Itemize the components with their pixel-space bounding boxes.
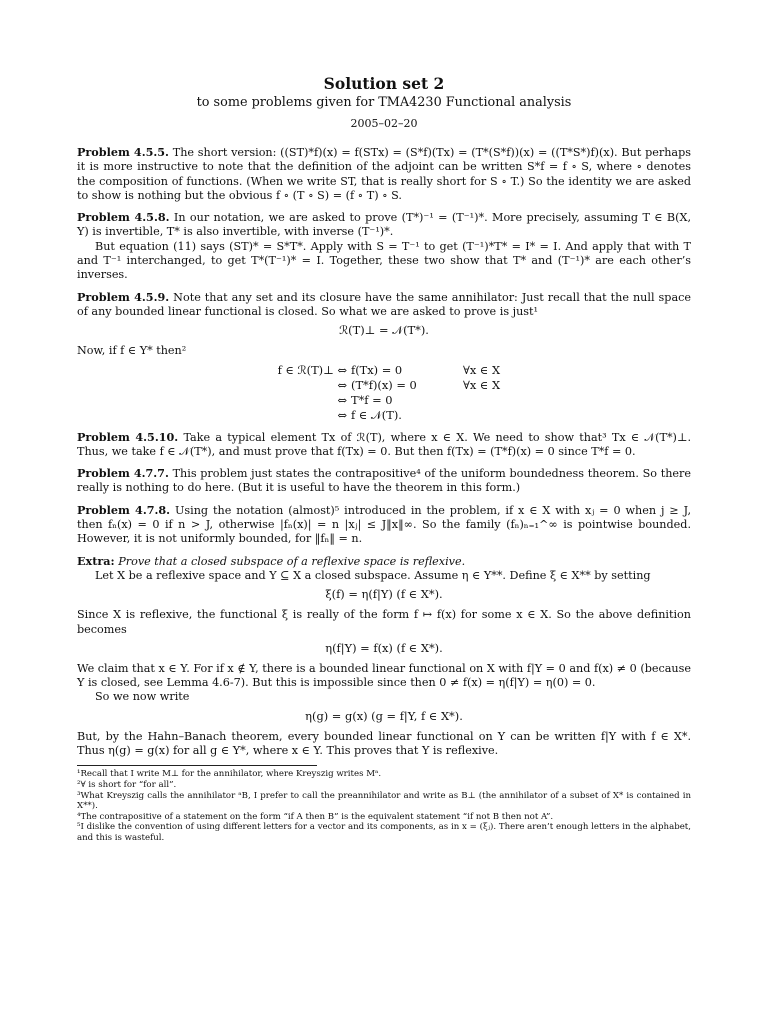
equation-line: f ∈ ℛ(T)⊥ ⇔ f(Tx) = 0 ∀x ∈ X <box>277 362 501 377</box>
extra-paragraph: So we now write <box>95 690 190 704</box>
display-equation: η(g) = g(x) (g = f|Y, f ∈ X*). <box>305 708 463 723</box>
problem-text: This problem just states the contrapositive⁴ of the uniform boundedness theorem. So there really is nothing to do here. (But it is useful to have the theorem in this form.) <box>77 467 691 495</box>
footnote: ⁴The contrapositive of a statement on the form “if A then B” is the equivalent statement “if not B then not A”. <box>77 811 554 822</box>
problem-text: In our notation, we are asked to prove (T*)⁻¹ = (T⁻¹)*. More precisely, assuming T ∈ B(X, Y) is invertible, T* is also invertible, with inverse (T⁻¹)*. <box>77 211 692 239</box>
problem-heading: Problem 4.5.5. <box>77 145 169 159</box>
problem-4-7-7 <box>77 466 691 496</box>
footnote: ³What Kreyszig calls the annihilator ᵃB, I prefer to call the preannihilator and write as B⊥ (the annihilator of a subset of X* is contained in X**). <box>77 790 691 812</box>
footnote: ⁵I dislike the convention of using different letters for a vector and its components, as in x = (ξⱼ). There aren’t enough letters in the alphabet, and this is wasteful. <box>77 822 691 843</box>
extra-paragraph: Since X is reflexive, the functional ξ is really of the form f ↦ f(x) for some x ∈ X. So the above definition becomes <box>77 608 691 636</box>
footnote: ²∀ is short for “for all”. <box>77 779 177 790</box>
footnotes <box>77 769 691 843</box>
extra-heading: Extra: <box>77 553 115 568</box>
display-equation: η(f|Y) = f(x) (f ∈ X*). <box>325 640 443 655</box>
document-subtitle: to some problems given for TMA4230 Functional analysis <box>196 95 572 110</box>
problem-text-continued: Now, if f ∈ Y* then² <box>77 344 187 358</box>
problem-text: The short version: ((ST)*f)(x) = f(STx) = (S*f)(Tx) = (T*(S*f))(x) = ((T*S*)f)(x). But perhaps it is more instructive to note that the definition of the adjoint can be written S*f = f ∘ S, where ∘ denotes the composition of functions. (When we write ST, that is really short for S ∘ T.) So the identity we are asked to show is nothing but the obvious f ∘ (T ∘ S) = (f ∘ T) ∘ S. <box>77 146 691 202</box>
problem-text: Using the notation (almost)⁵ introduced in the problem, if x ∈ X with xⱼ = 0 when j ≥ J, then fₙ(x) = 0 if n > J, otherwise |fₙ(x)| = n |xⱼ| ≤ J‖x‖∞. So the family (fₙ)ₙ₌₁^∞ is pointwise bounded. However, it is not uniformly bounded, for ‖fₙ‖ = n. <box>77 503 691 546</box>
problem-text-continued: But equation (11) says (ST)* = S*T*. Apply with S = T⁻¹ to get (T⁻¹)*T* = I* = I. And apply that with T and T⁻¹ interchanged, to get T*(T⁻¹)* = I. Together, these two show that T* and (T⁻¹)* are each other’s inverses. <box>77 239 691 282</box>
problem-text: Note that any set and its closure have the same annihilator: Just recall that the null space of any bounded linear functional is closed. So what we are asked to prove is just¹ <box>77 290 691 318</box>
equation-line: ⇔ T*f = 0 <box>337 392 393 407</box>
problem-heading: Problem 4.5.10. <box>77 429 179 444</box>
problem-heading: Problem 4.5.9. <box>77 289 170 304</box>
problem-text: Take a typical element Tx of ℛ(T), where x ∈ X. We need to show that³ Tx ∈ 𝒩(T*)⊥. Thus, we take f ∈ 𝒩(T*), and must prove that f(Tx) = 0. But then f(Tx) = (T*f)(x) = 0 since T*f = 0. <box>77 430 691 458</box>
problem-4-5-10 <box>77 430 691 460</box>
extra-paragraph: Let X be a reflexive space and Y ⊆ X a closed subspace. Assume η ∈ Y**. Define ξ ∈ X** by setting <box>95 568 651 582</box>
display-equation: ξ(f) = η(f|Y) (f ∈ X*). <box>325 587 443 602</box>
document-date: 2005–02–20 <box>350 117 418 130</box>
problem-heading: Problem 4.5.8. <box>77 210 170 225</box>
extra-statement: Prove that a closed subspace of a reflexive space is reflexive. <box>118 554 466 568</box>
problem-4-5-5 <box>77 145 691 203</box>
display-equation: ℛ(T)⊥ = 𝒩(T*). <box>339 323 429 338</box>
document-title: Solution set 2 <box>323 74 445 93</box>
footnote-divider <box>77 765 317 766</box>
problem-4-7-8 <box>77 503 691 547</box>
problem-4-5-9 <box>77 290 691 423</box>
problem-heading: Problem 4.7.8. <box>77 502 171 517</box>
footnote: ¹Recall that I write M⊥ for the annihilator, where Kreyszig writes Mᵃ. <box>77 769 382 780</box>
document-page <box>77 74 691 843</box>
equivalence-chain <box>77 363 691 423</box>
extra-paragraph: We claim that x ∈ Y. For if x ∉ Y, there is a bounded linear functional on X with f|Y = 0 and f(x) ≠ 0 (because Y is closed, see Lemma 4.6-7). But this is impossible since then 0 ≠ f(x) = η(f|Y) = η(0) = 0. <box>77 661 691 690</box>
problem-heading: Problem 4.7.7. <box>77 466 169 481</box>
problem-4-5-8 <box>77 210 691 282</box>
extra-paragraph: But, by the Hahn–Banach theorem, every bounded linear functional on Y can be written f|Y with f ∈ X*. Thus η(g) = g(x) for all g ∈ Y*, where x ∈ Y. This proves that Y is reflexive. <box>77 729 691 758</box>
equation-line: ⇔ f ∈ 𝒩(T). <box>337 407 402 422</box>
extra-section <box>77 554 691 759</box>
equation-line: ⇔ (T*f)(x) = 0 ∀x ∈ X <box>337 377 501 392</box>
